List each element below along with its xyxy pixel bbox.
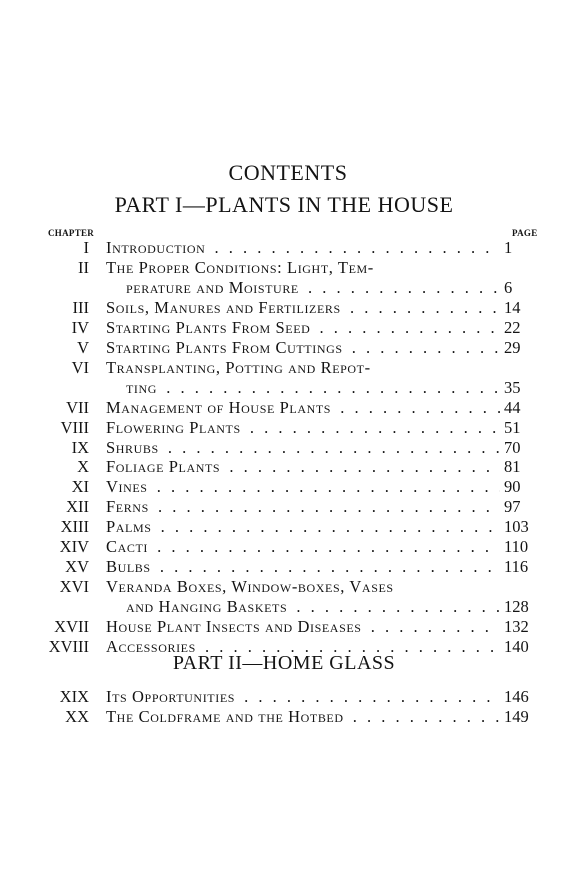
chapter-page-number: 1 [504, 238, 513, 257]
chapter-title-text: Cacti [106, 537, 149, 557]
chapter-page-number: 70 [504, 437, 521, 457]
chapter-page-number: 132 [504, 617, 529, 637]
chapter-title-text: House Plant Insects and Diseases [106, 617, 362, 637]
chapter-number: VIII [60, 417, 89, 437]
chapter-page-number: 51 [504, 417, 521, 437]
part-one-title: PART I—PLANTS IN THE HOUSE [114, 192, 454, 217]
chapter-number: XX [65, 707, 89, 726]
chapter-title-text: perature and Moisture [126, 277, 299, 297]
chapter-number: I [83, 238, 89, 257]
chapter-title-text: Vines [106, 477, 148, 497]
chapter-page-number: 6 [504, 277, 513, 297]
chapter-page-number: 146 [504, 687, 529, 706]
chapter-title-text: Shrubs [106, 437, 159, 457]
chapter-page-number: 110 [504, 537, 529, 557]
chapter-page-number: 81 [504, 457, 521, 477]
chapter-title-text: Foliage Plants [106, 457, 221, 477]
chapter-title-text: Palms [106, 517, 152, 537]
chapter-number: IV [71, 317, 89, 337]
chapter-title-text: Starting Plants From Cuttings [106, 337, 343, 357]
contents-title: CONTENTS [228, 160, 348, 185]
chapter-title-text: and Hanging Baskets [126, 597, 288, 617]
chapter-page-number: 103 [504, 517, 529, 537]
chapter-number: XVII [54, 617, 89, 637]
chapter-title-text: Introduction [106, 238, 206, 257]
chapter-number: IX [71, 437, 89, 457]
chapter-title-text: ting [126, 377, 158, 397]
chapter-number: X [77, 457, 89, 477]
chapter-page-number: 149 [504, 707, 529, 726]
chapter-number: III [72, 297, 89, 317]
chapter-page-number: 140 [504, 637, 529, 656]
chapter-page-number: 128 [504, 597, 529, 617]
chapter-title-text: The Coldframe and the Hotbed [106, 707, 344, 726]
chapter-title [106, 705, 500, 729]
chapter-number: V [77, 337, 89, 357]
chapter-page-number: 22 [504, 317, 521, 337]
chapter-title-text: Management of House Plants [106, 397, 332, 417]
chapter-number: VII [66, 397, 89, 417]
chapter-number: XIII [60, 517, 89, 537]
chapter-title-text: Ferns [106, 497, 149, 517]
chapter-title-text: Transplanting, Potting and Repot- [106, 357, 371, 377]
chapter-page-number: 29 [504, 337, 521, 357]
chapter-title-text: Soils, Manures and Fertilizers [106, 297, 341, 317]
chapter-title-text: Bulbs [106, 557, 151, 577]
chapter-title-text: Accessories [106, 637, 196, 656]
chapter-column-label: CHAPTER [48, 228, 95, 238]
chapter-page-number: 116 [504, 557, 529, 577]
chapter-number: XIX [59, 687, 89, 706]
chapter-page-number: 97 [504, 497, 521, 517]
chapter-page-number: 14 [504, 297, 521, 317]
chapter-page-number: 90 [504, 477, 521, 497]
chapter-number: XV [65, 557, 89, 577]
chapter-row [0, 705, 576, 729]
chapter-title-text: Starting Plants From Seed [106, 317, 311, 337]
chapter-number: XIV [59, 537, 89, 557]
chapter-number: II [78, 257, 89, 277]
chapter-title-text: The Proper Conditions: Light, Tem- [106, 257, 374, 277]
chapter-page-number: 44 [504, 397, 521, 417]
chapter-number: VI [71, 357, 89, 377]
chapter-page-number: 35 [504, 377, 521, 397]
part-two-title: PART II—HOME GLASS [172, 652, 396, 674]
page-column-label: PAGE [512, 228, 538, 238]
chapter-number: XVI [59, 577, 89, 597]
chapter-number: XVIII [48, 637, 89, 656]
chapter-title-text: Veranda Boxes, Window-boxes, Vases [106, 577, 394, 597]
chapter-title-text: Flowering Plants [106, 417, 241, 437]
chapter-number: XI [71, 477, 89, 497]
chapter-title-text: Its Opportunities [106, 687, 236, 706]
chapter-number: XII [66, 497, 89, 517]
